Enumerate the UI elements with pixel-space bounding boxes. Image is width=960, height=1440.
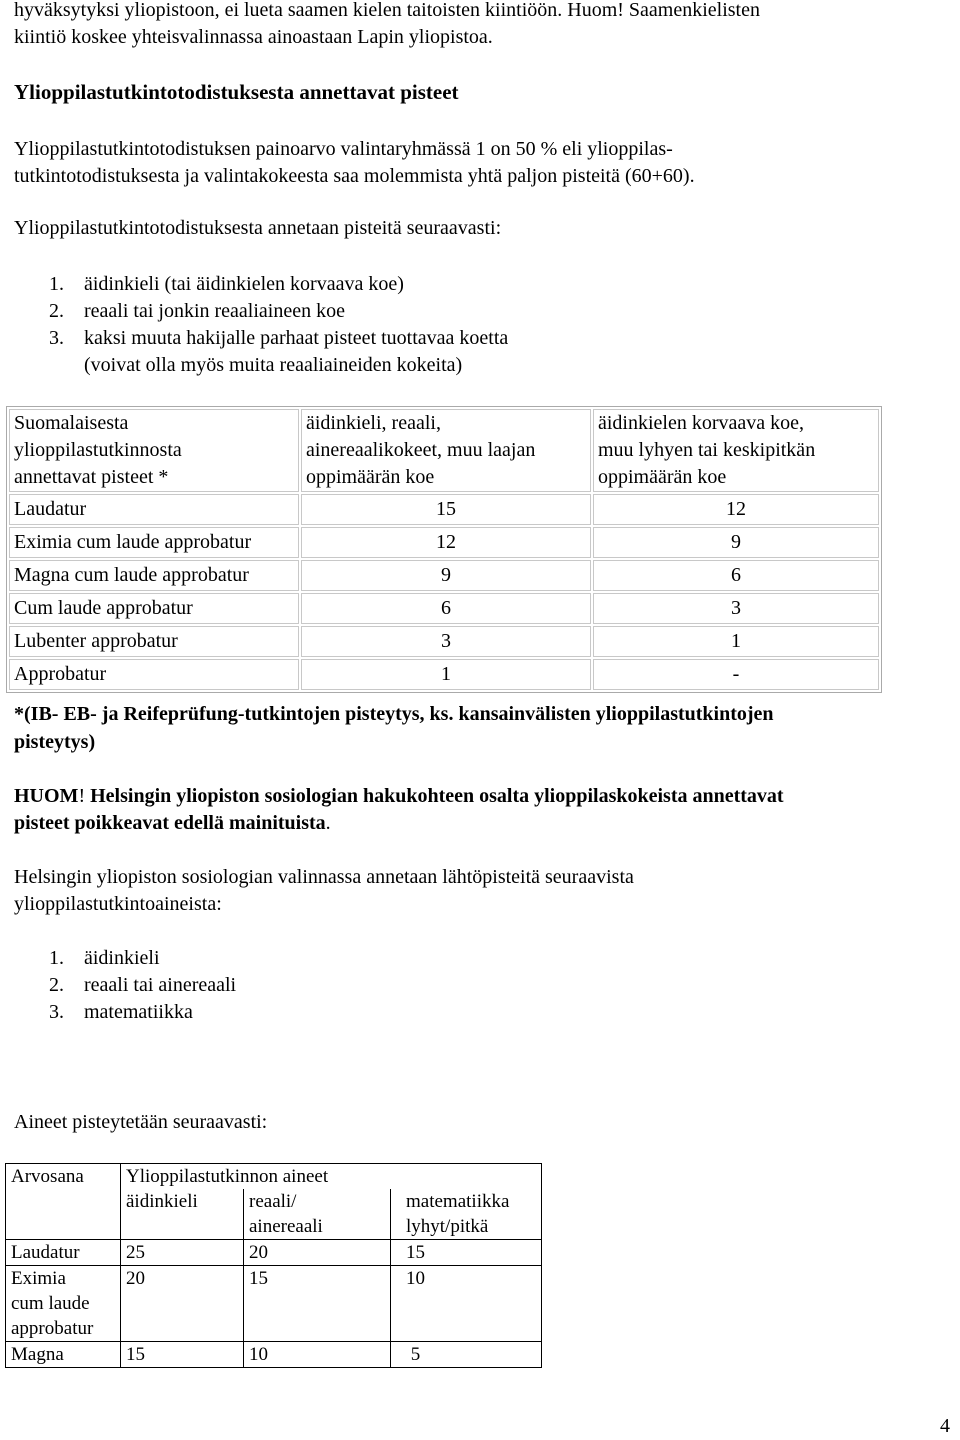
value-cell: 6 (301, 593, 591, 624)
table-row (9, 659, 879, 690)
value-cell: 6 (593, 560, 879, 591)
empty-cell (6, 1189, 121, 1240)
aineet-intro: Aineet pisteytetään seuraavasti: (14, 1111, 268, 1133)
ib-note-line-1: *(IB- EB- ja Reifeprüfung-tutkintojen pisteytys, ks. kansainvälisten ylioppilastutkintojen (14, 703, 774, 725)
list-item: 1. äidinkieli (tai äidinkielen korvaava koe) (49, 273, 404, 295)
list-item: 1. äidinkieli (49, 947, 160, 969)
subject-points-table (5, 1163, 542, 1368)
list-item: 3. matematiikka (49, 1001, 193, 1023)
value-cell: 15 (121, 1342, 244, 1368)
value-cell: 3 (301, 626, 591, 657)
section-heading: Ylioppilastutkintotodistuksesta annettavat pisteet (14, 80, 459, 104)
value-cell: 12 (593, 494, 879, 525)
page-number: 4 (940, 1415, 950, 1437)
ib-note-line-2: pisteytys) (14, 731, 96, 753)
value-cell: 9 (593, 527, 879, 558)
value-cell: 15 (301, 494, 591, 525)
grade-cell: Laudatur (9, 494, 299, 525)
value-cell: 10 (391, 1266, 542, 1342)
table-row (9, 527, 879, 558)
table-row (9, 560, 879, 591)
grade-cell: Eximia cum laude approbatur (6, 1266, 121, 1342)
intro-line-1: hyväksytyksi yliopistoon, ei lueta saamen kielen taitoisten kiintiöön. Huom! Saamenkielisten (14, 0, 760, 21)
grade-cell: Approbatur (9, 659, 299, 690)
table-row (6, 1240, 542, 1266)
header-cell-grades: Suomalaisesta ylioppilastutkinnosta annettavat pisteet * (9, 409, 299, 492)
value-cell: 9 (301, 560, 591, 591)
table-row (6, 1342, 542, 1368)
value-cell: 1 (593, 626, 879, 657)
value-cell: 12 (301, 527, 591, 558)
value-cell: 10 (244, 1342, 391, 1368)
grade-cell: Magna cum laude approbatur (9, 560, 299, 591)
helsinki-line-1: Helsingin yliopiston sosiologian valinnassa annetaan lähtöpisteitä seuraavista (14, 866, 634, 888)
table-header-row (6, 1164, 542, 1190)
table-row (9, 626, 879, 657)
value-cell: 20 (244, 1240, 391, 1266)
table-subheader-row (6, 1189, 542, 1240)
paragraph-line-2: tutkintotodistuksesta ja valintakokeesta saa molemmista yhtä paljon pisteitä (60+60). (14, 165, 695, 187)
table-row (9, 494, 879, 525)
grade-cell: Cum laude approbatur (9, 593, 299, 624)
subheader-cell: äidinkieli (121, 1189, 244, 1240)
grade-cell: Laudatur (6, 1240, 121, 1266)
grade-cell: Magna (6, 1342, 121, 1368)
huom-line-1: HUOM! Helsingin yliopiston sosiologian hakukohteen osalta ylioppilaskokeista annettavat (14, 785, 784, 807)
value-cell: 5 (391, 1342, 542, 1368)
points-list (49, 271, 508, 379)
table-row (9, 593, 879, 624)
intro-line-2: kiintiö koskee yhteisvalinnassa ainoastaan Lapin yliopistoa. (14, 26, 493, 48)
value-cell: 15 (244, 1266, 391, 1342)
points-table (6, 406, 882, 693)
value-cell: 1 (301, 659, 591, 690)
table-row (6, 1266, 542, 1342)
header-cell-group: Ylioppilastutkinnon aineet (121, 1164, 542, 1190)
list-intro: Ylioppilastutkintotodistuksesta annetaan pisteitä seuraavasti: (14, 217, 502, 239)
table-header-row (9, 409, 879, 492)
huom-line-2: pisteet poikkeavat edellä mainituista. (14, 812, 331, 834)
header-cell-grade: Arvosana (6, 1164, 121, 1190)
subjects-list (49, 945, 236, 1026)
list-item: 3. kaksi muuta hakijalle parhaat pisteet tuottavaa koetta (voivat olla myös muita reaaliaineiden kokeita) (49, 327, 509, 376)
value-cell: - (593, 659, 879, 690)
paragraph-line-1: Ylioppilastutkintotodistuksen painoarvo valintaryhmässä 1 on 50 % eli ylioppilas- (14, 138, 673, 160)
list-item: 2. reaali tai ainereaali (49, 974, 237, 996)
value-cell: 3 (593, 593, 879, 624)
subheader-cell: matematiikka lyhyt/pitkä (391, 1189, 542, 1240)
list-item: 2. reaali tai jonkin reaaliaineen koe (49, 300, 345, 322)
value-cell: 15 (391, 1240, 542, 1266)
header-cell-alt: äidinkielen korvaava koe, muu lyhyen tai keskipitkän oppimäärän koe (593, 409, 879, 492)
grade-cell: Eximia cum laude approbatur (9, 527, 299, 558)
grade-cell: Lubenter approbatur (9, 626, 299, 657)
value-cell: 20 (121, 1266, 244, 1342)
subheader-cell: reaali/ ainereaali (244, 1189, 391, 1240)
helsinki-line-2: ylioppilastutkintoaineista: (14, 893, 222, 915)
header-cell-main: äidinkieli, reaali, ainereaalikokeet, muu laajan oppimäärän koe (301, 409, 591, 492)
value-cell: 25 (121, 1240, 244, 1266)
